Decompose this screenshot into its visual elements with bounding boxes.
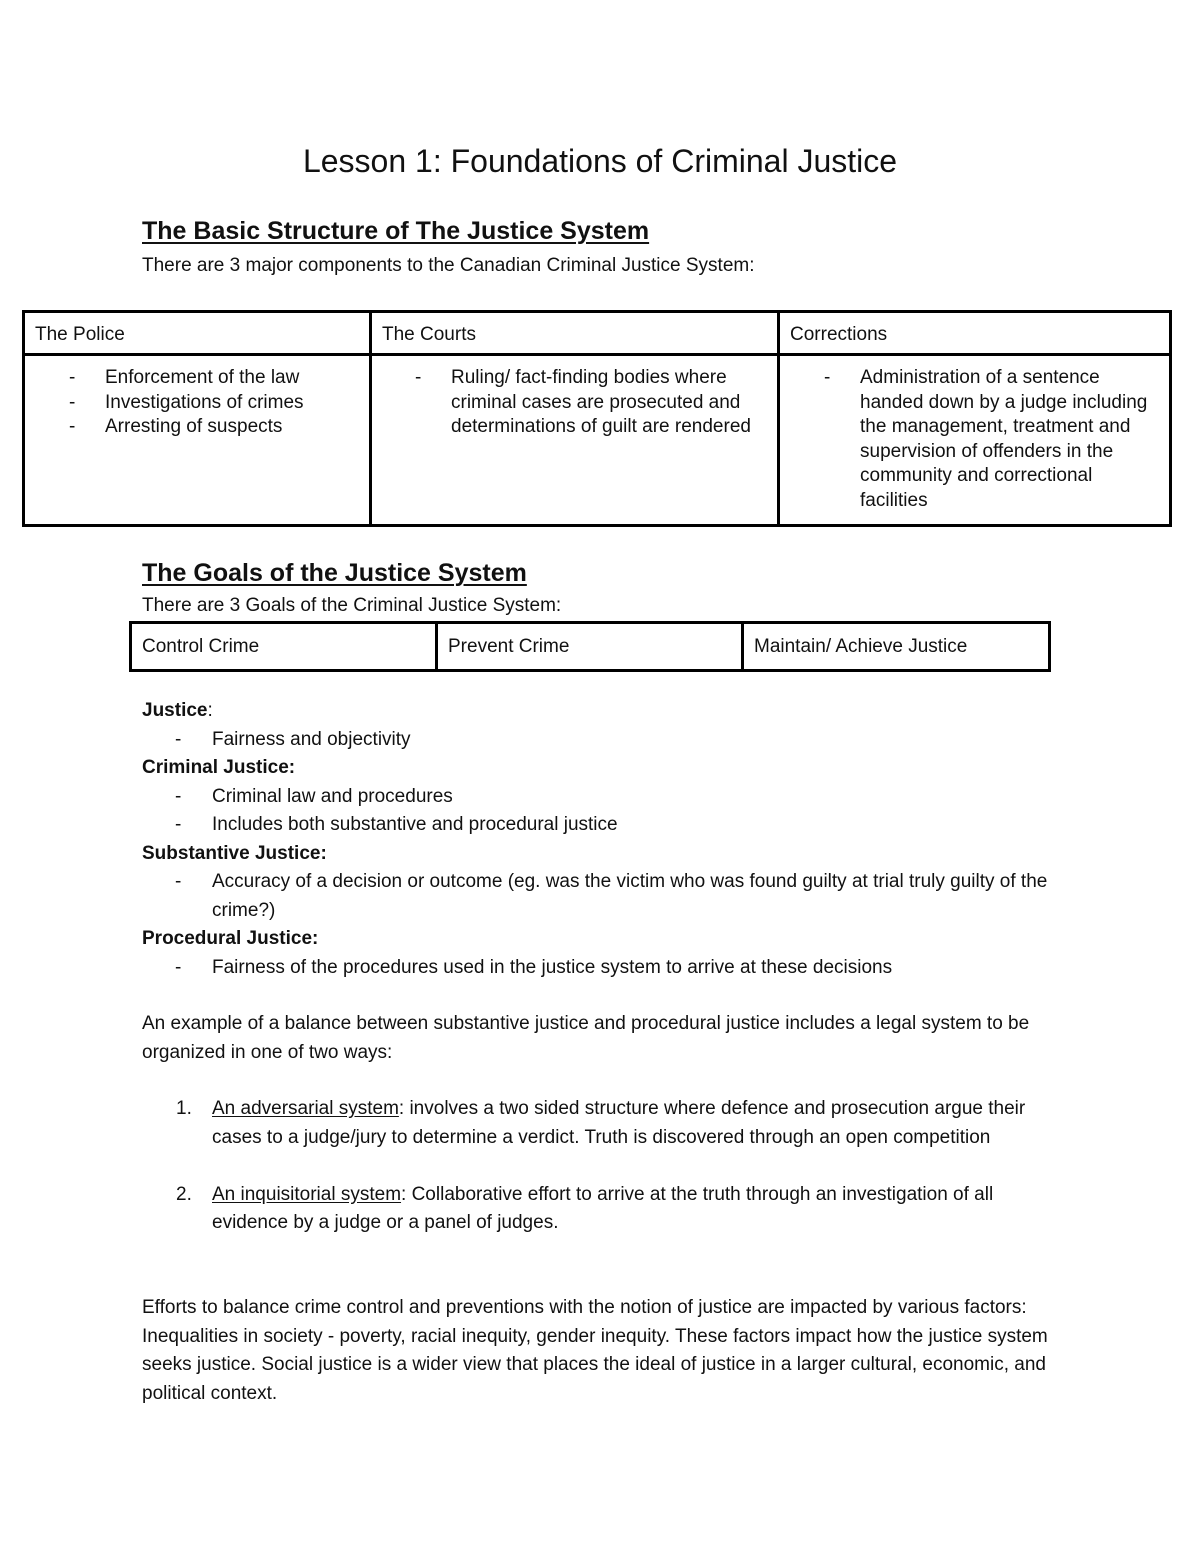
list-item bbox=[35, 366, 361, 391]
definition-suffix: : bbox=[207, 700, 213, 721]
police-item-text: Arresting of suspects bbox=[105, 416, 283, 437]
definition-list bbox=[142, 868, 1082, 925]
bullet-dash: - bbox=[175, 956, 182, 978]
list-item bbox=[382, 366, 769, 440]
definition-term-line bbox=[142, 840, 1082, 869]
corrections-cell bbox=[779, 355, 1171, 526]
definition-list bbox=[142, 783, 1082, 840]
bullet-dash: - bbox=[175, 785, 182, 807]
courts-header: The Courts bbox=[371, 312, 779, 355]
bullet-dash: - bbox=[69, 416, 76, 437]
definition-item-text: Includes both substantive and procedural justice bbox=[212, 814, 618, 835]
definition-term: Substantive Justice: bbox=[142, 842, 327, 864]
corrections-header: Corrections bbox=[779, 312, 1171, 355]
definition-justice bbox=[142, 697, 1082, 754]
goal-cell: Control Crime bbox=[131, 623, 437, 671]
police-item-text: Enforcement of the law bbox=[105, 367, 300, 388]
components-body-row bbox=[24, 355, 1171, 526]
bullet-dash: - bbox=[175, 871, 182, 892]
list-item bbox=[142, 726, 1082, 755]
definition-substantive-justice bbox=[142, 840, 1082, 926]
system-description: : involves a two sided structure where defence and prosecution argue their cases to a judge/jury to determine a verdict. Truth is discovered through an open competition bbox=[212, 1098, 1026, 1148]
list-item bbox=[142, 811, 1082, 840]
list-item bbox=[142, 783, 1082, 812]
definitions bbox=[142, 697, 1082, 982]
goals-heading: The Goals of the Justice System bbox=[142, 559, 527, 587]
definition-term-line bbox=[142, 925, 1082, 954]
bullet-dash: - bbox=[175, 728, 182, 750]
systems-list bbox=[142, 1095, 1062, 1238]
definition-term: Procedural Justice: bbox=[142, 928, 319, 949]
bullet-dash: - bbox=[824, 367, 831, 388]
corrections-item-text: Administration of a sentence handed down by a judge including the management, treatment and supervision of offenders in the community and correctional facilities bbox=[860, 367, 1148, 511]
police-cell bbox=[24, 355, 371, 526]
components-table bbox=[22, 310, 1172, 527]
list-item bbox=[790, 366, 1161, 513]
bullet-dash: - bbox=[415, 367, 422, 388]
structure-heading: The Basic Structure of The Justice System bbox=[142, 217, 650, 245]
list-item bbox=[142, 1181, 1062, 1238]
definition-item-text: Fairness and objectivity bbox=[212, 728, 411, 750]
list-number: 2. bbox=[176, 1183, 192, 1205]
definition-term-line bbox=[142, 697, 1082, 726]
definition-criminal-justice bbox=[142, 754, 1082, 840]
list-item bbox=[35, 391, 361, 416]
page-title: Lesson 1: Foundations of Criminal Justice bbox=[302, 143, 898, 179]
list-item bbox=[35, 415, 361, 440]
definition-term: Justice bbox=[142, 700, 208, 721]
goal-cell: Prevent Crime bbox=[437, 623, 743, 671]
bullet-dash: - bbox=[69, 367, 76, 388]
corrections-list bbox=[790, 366, 1161, 513]
police-item-text: Investigations of crimes bbox=[105, 391, 304, 413]
closing-paragraph: Efforts to balance crime control and preventions with the notion of justice are impacted by various factors: Inequalities in society - poverty, racial inequity, gender inequity. These factors impact how the justice system seeks justice. Social justice is a wider view that places the ideal of justice in a larger cultural, economic, and political context. bbox=[142, 1297, 1048, 1404]
definition-term: Criminal Justice: bbox=[142, 757, 296, 778]
definition-item-text: Criminal law and procedures bbox=[212, 785, 453, 807]
components-header-row bbox=[24, 312, 1171, 355]
goals-intro: There are 3 Goals of the Criminal Justice System: bbox=[142, 595, 562, 616]
list-item bbox=[142, 1095, 1062, 1152]
goal-cell: Maintain/ Achieve Justice bbox=[743, 623, 1050, 671]
system-name: An inquisitorial system bbox=[212, 1183, 402, 1205]
definition-item-text: Fairness of the procedures used in the justice system to arrive at these decisions bbox=[212, 956, 893, 978]
courts-cell bbox=[371, 355, 779, 526]
police-list bbox=[35, 366, 361, 440]
list-number: 1. bbox=[176, 1098, 192, 1119]
structure-intro: There are 3 major components to the Canadian Criminal Justice System: bbox=[142, 255, 755, 276]
courts-list bbox=[382, 366, 769, 440]
system-description: : Collaborative effort to arrive at the truth through an investigation of all evidence by a judge or a panel of judges. bbox=[212, 1183, 994, 1233]
courts-item-text: Ruling/ fact-finding bodies where criminal cases are prosecuted and determinations of guilt are rendered bbox=[451, 367, 751, 437]
balance-paragraph: An example of a balance between substantive justice and procedural justice includes a legal system to be organized in one of two ways: bbox=[142, 1013, 1030, 1063]
goals-row bbox=[131, 623, 1050, 671]
list-item bbox=[142, 868, 1082, 925]
police-header: The Police bbox=[24, 312, 371, 355]
definition-term-line bbox=[142, 754, 1082, 783]
definition-procedural-justice bbox=[142, 925, 1082, 982]
definition-item-text: Accuracy of a decision or outcome (eg. was the victim who was found guilty at trial truly guilty of the crime?) bbox=[212, 871, 1048, 921]
goals-table bbox=[129, 621, 1051, 672]
bullet-dash: - bbox=[175, 814, 182, 835]
list-item bbox=[142, 954, 1082, 983]
definition-list bbox=[142, 726, 1082, 755]
bullet-dash: - bbox=[69, 391, 76, 413]
system-name: An adversarial system bbox=[212, 1098, 399, 1119]
definition-list bbox=[142, 954, 1082, 983]
